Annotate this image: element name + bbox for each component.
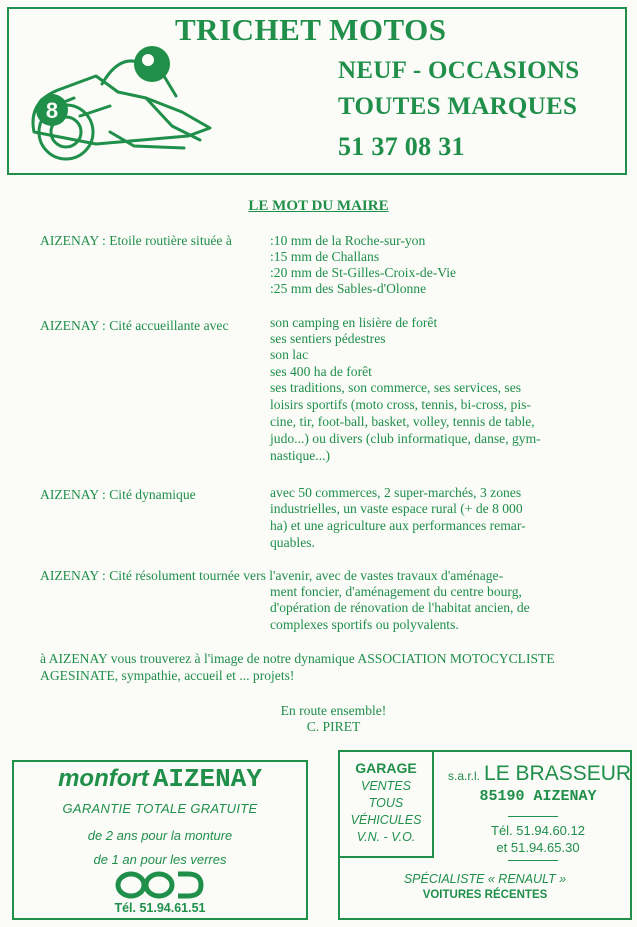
welcome-line: son camping en lisière de forêt bbox=[270, 315, 438, 330]
shop-title: TRICHET MOTOS bbox=[175, 12, 447, 47]
page-title: LE MOT DU MAIRE bbox=[248, 198, 389, 214]
signature: C. PIRET bbox=[306, 719, 361, 734]
future-line: ment foncier, d'aménagement du centre bourg, bbox=[270, 584, 522, 599]
shop-tagline-2: TOUTES MARQUES bbox=[338, 93, 578, 120]
association-line: AGESINATE, sympathie, accueil et ... projets! bbox=[40, 668, 295, 683]
garage-service: VENTES bbox=[360, 779, 411, 793]
monfort-town: AIZENAY bbox=[152, 764, 262, 794]
shop-tagline-1: NEUF - OCCASIONS bbox=[338, 57, 580, 84]
section-dynamic-label: AIZENAY : Cité dynamique bbox=[40, 487, 196, 502]
welcome-line: judo...) ou divers (club informatique, danse, gym- bbox=[270, 431, 541, 446]
garage-service: VÉHICULES bbox=[350, 813, 422, 827]
distance-item: :10 mm de la Roche-sur-yon bbox=[270, 233, 426, 248]
racer-number: 8 bbox=[45, 98, 59, 123]
divider bbox=[508, 816, 558, 817]
company-city: 85190 AIZENAY bbox=[479, 788, 597, 805]
renault-specialist: SPÉCIALISTE « RENAULT » bbox=[403, 872, 567, 886]
company-phone-1: Tél. 51.94.60.12 bbox=[491, 823, 585, 838]
monfort-guarantee: GARANTIE TOTALE GRATUITE bbox=[62, 801, 258, 816]
company-phone-2: et 51.94.65.30 bbox=[496, 840, 580, 855]
future-line: complexes sportifs ou polyvalents. bbox=[270, 617, 459, 632]
welcome-line: ses traditions, son commerce, ses services, ses bbox=[270, 380, 522, 395]
monfort-phone: Tél. 51.94.61.51 bbox=[114, 901, 206, 915]
distance-item: :20 mm de St-Gilles-Croix-de-Vie bbox=[270, 265, 457, 280]
company-name: LE BRASSEUR bbox=[484, 762, 632, 785]
section-welcome-label: AIZENAY : Cité accueillante avec bbox=[40, 318, 229, 333]
section-road-label: AIZENAY : Etoile routière située à bbox=[40, 233, 232, 248]
monfort-frame-line: de 2 ans pour la monture bbox=[87, 828, 233, 843]
welcome-line: ses sentiers pédestres bbox=[270, 331, 386, 346]
brasseur-header bbox=[448, 762, 631, 786]
future-line: d'opération de rénovation de l'habitat ancien, de bbox=[270, 600, 530, 615]
glasses-logo-icon bbox=[114, 870, 204, 900]
distance-item: :15 mm de Challans bbox=[270, 249, 380, 264]
garage-service: V.N. - V.O. bbox=[356, 830, 416, 844]
garage-service: TOUS bbox=[368, 796, 404, 810]
divider bbox=[508, 860, 558, 861]
monfort-lens-line: de 1 an pour les verres bbox=[93, 852, 227, 867]
monfort-header bbox=[12, 764, 308, 794]
welcome-line: nastique...) bbox=[270, 448, 331, 463]
dynamic-line: ha) et une agriculture aux performances remar- bbox=[270, 518, 526, 533]
motorcycle-racer-icon bbox=[14, 36, 224, 164]
distance-item: :25 mm des Sables-d'Olonne bbox=[270, 281, 427, 296]
closing-line: En route ensemble! bbox=[280, 703, 387, 718]
welcome-line: ses 400 ha de forêt bbox=[270, 364, 372, 379]
welcome-line: cine, tir, foot-ball, basket, volley, tennis de table, bbox=[270, 414, 535, 429]
association-line: à AIZENAY vous trouverez à l'image de notre dynamique ASSOCIATION MOTOCYCLISTE bbox=[40, 651, 555, 666]
monfort-brand: monfort bbox=[58, 765, 149, 792]
future-line: AIZENAY : Cité résolument tournée vers l'avenir, avec de vastes travaux d'aménage- bbox=[40, 568, 504, 583]
recent-cars: VOITURES RÉCENTES bbox=[422, 889, 548, 901]
welcome-line: loisirs sportifs (moto cross, tennis, bi-cross, pis- bbox=[270, 397, 531, 412]
company-type: s.a.r.l. bbox=[448, 769, 481, 783]
dynamic-line: quables. bbox=[270, 535, 315, 550]
dynamic-line: avec 50 commerces, 2 super-marchés, 3 zones bbox=[270, 485, 522, 500]
welcome-line: son lac bbox=[270, 347, 309, 362]
garage-label: GARAGE bbox=[355, 760, 417, 776]
shop-phone: 51 37 08 31 bbox=[338, 132, 465, 161]
dynamic-line: industrielles, un vaste espace rural (+ de 8 000 bbox=[270, 501, 523, 516]
